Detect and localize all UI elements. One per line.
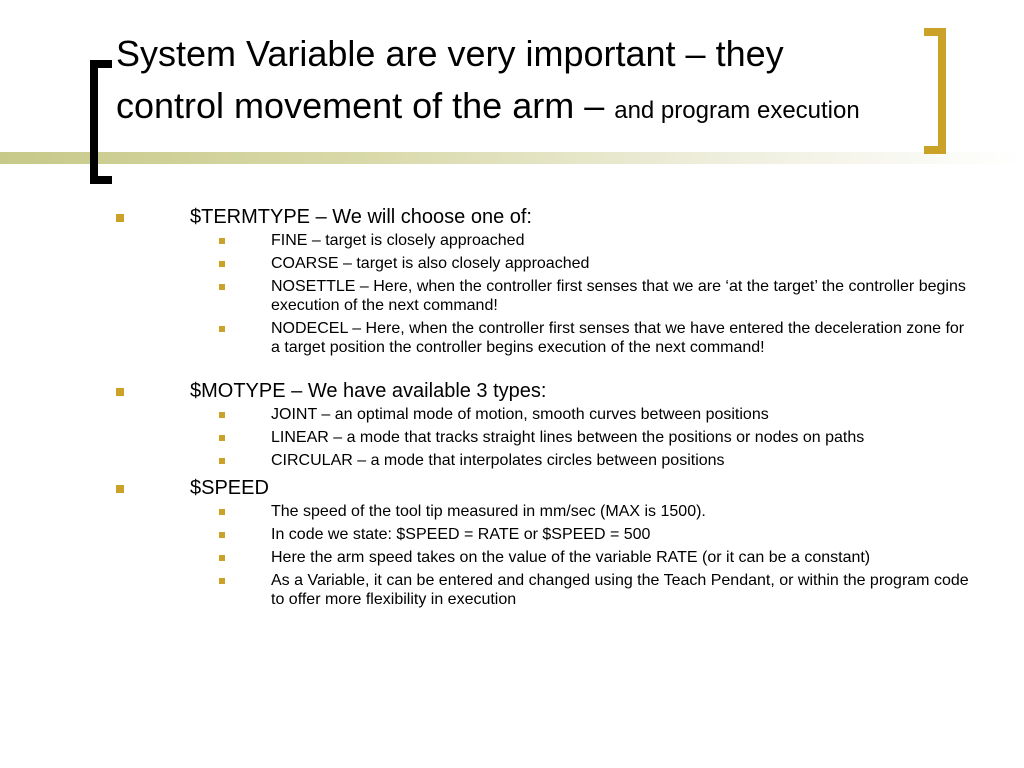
sub-bullet: [116, 231, 976, 250]
slide-title: [116, 28, 896, 137]
right-bracket-decoration: [924, 28, 946, 154]
slide-title-main: System Variable are very important – they control movement of the arm –: [116, 33, 784, 126]
slide-body: [116, 205, 976, 615]
sub-bullet-text: JOINT – an optimal mode of motion, smooth curves between positions: [271, 406, 769, 423]
square-bullet-icon: [219, 435, 225, 441]
sub-bullet: [116, 254, 976, 273]
square-bullet-icon: [219, 284, 225, 290]
sub-bullet: [116, 451, 976, 470]
sub-bullet-text: NODECEL – Here, when the controller first senses that we have entered the deceleration zone for a target position the controller begins execution of the next command!: [271, 320, 965, 356]
square-bullet-icon: [219, 412, 225, 418]
square-bullet-icon: [219, 238, 225, 244]
sub-bullet-text: In code we state: $SPEED = RATE or $SPEED = 500: [271, 526, 651, 543]
sub-bullet-text: LINEAR – a mode that tracks straight lines between the positions or nodes on paths: [271, 429, 865, 446]
sub-bullet-text: Here the arm speed takes on the value of the variable RATE (or it can be a constant): [271, 549, 871, 566]
bullet-motype: [116, 379, 976, 470]
sub-bullet: [116, 319, 976, 357]
square-bullet-icon: [219, 261, 225, 267]
sub-bullet: [116, 525, 976, 544]
sub-bullet-text: NOSETTLE – Here, when the controller first senses that we are ‘at the target’ the controller begins execution of the next command!: [271, 278, 966, 314]
left-bracket-decoration: [90, 60, 112, 184]
square-bullet-icon: [219, 509, 225, 515]
bullet-heading: $SPEED: [190, 477, 269, 499]
bullet-heading: $TERMTYPE – We will choose one of:: [190, 206, 532, 228]
sub-bullet-text: The speed of the tool tip measured in mm/sec (MAX is 1500).: [271, 503, 706, 520]
square-bullet-icon: [116, 485, 124, 493]
sub-bullet: [116, 428, 976, 447]
bullet-speed: [116, 476, 976, 609]
square-bullet-icon: [116, 214, 124, 222]
square-bullet-icon: [219, 555, 225, 561]
bullet-heading: $MOTYPE – We have available 3 types:: [190, 380, 547, 402]
sub-bullet: [116, 548, 976, 567]
bullet-list: [116, 205, 976, 609]
sub-bullet: [116, 277, 976, 315]
sub-bullet: [116, 571, 976, 609]
sub-bullet: [116, 502, 976, 521]
sub-bullet-text: CIRCULAR – a mode that interpolates circles between positions: [271, 452, 725, 469]
sub-bullet-list: [190, 405, 976, 470]
sub-bullet-list: [190, 502, 976, 609]
square-bullet-icon: [219, 458, 225, 464]
sub-bullet-list: [190, 231, 976, 357]
square-bullet-icon: [116, 388, 124, 396]
sub-bullet-text: As a Variable, it can be entered and changed using the Teach Pendant, or within the program code to offer more flexibility in execution: [271, 572, 969, 608]
sub-bullet: [116, 405, 976, 424]
square-bullet-icon: [219, 532, 225, 538]
sub-bullet-text: FINE – target is closely approached: [271, 232, 525, 249]
title-gradient-band: [0, 152, 1024, 164]
bullet-termtype: [116, 205, 976, 357]
sub-bullet-text: COARSE – target is also closely approached: [271, 255, 590, 272]
slide-title-tail: and program execution: [614, 97, 860, 124]
square-bullet-icon: [219, 326, 225, 332]
square-bullet-icon: [219, 578, 225, 584]
